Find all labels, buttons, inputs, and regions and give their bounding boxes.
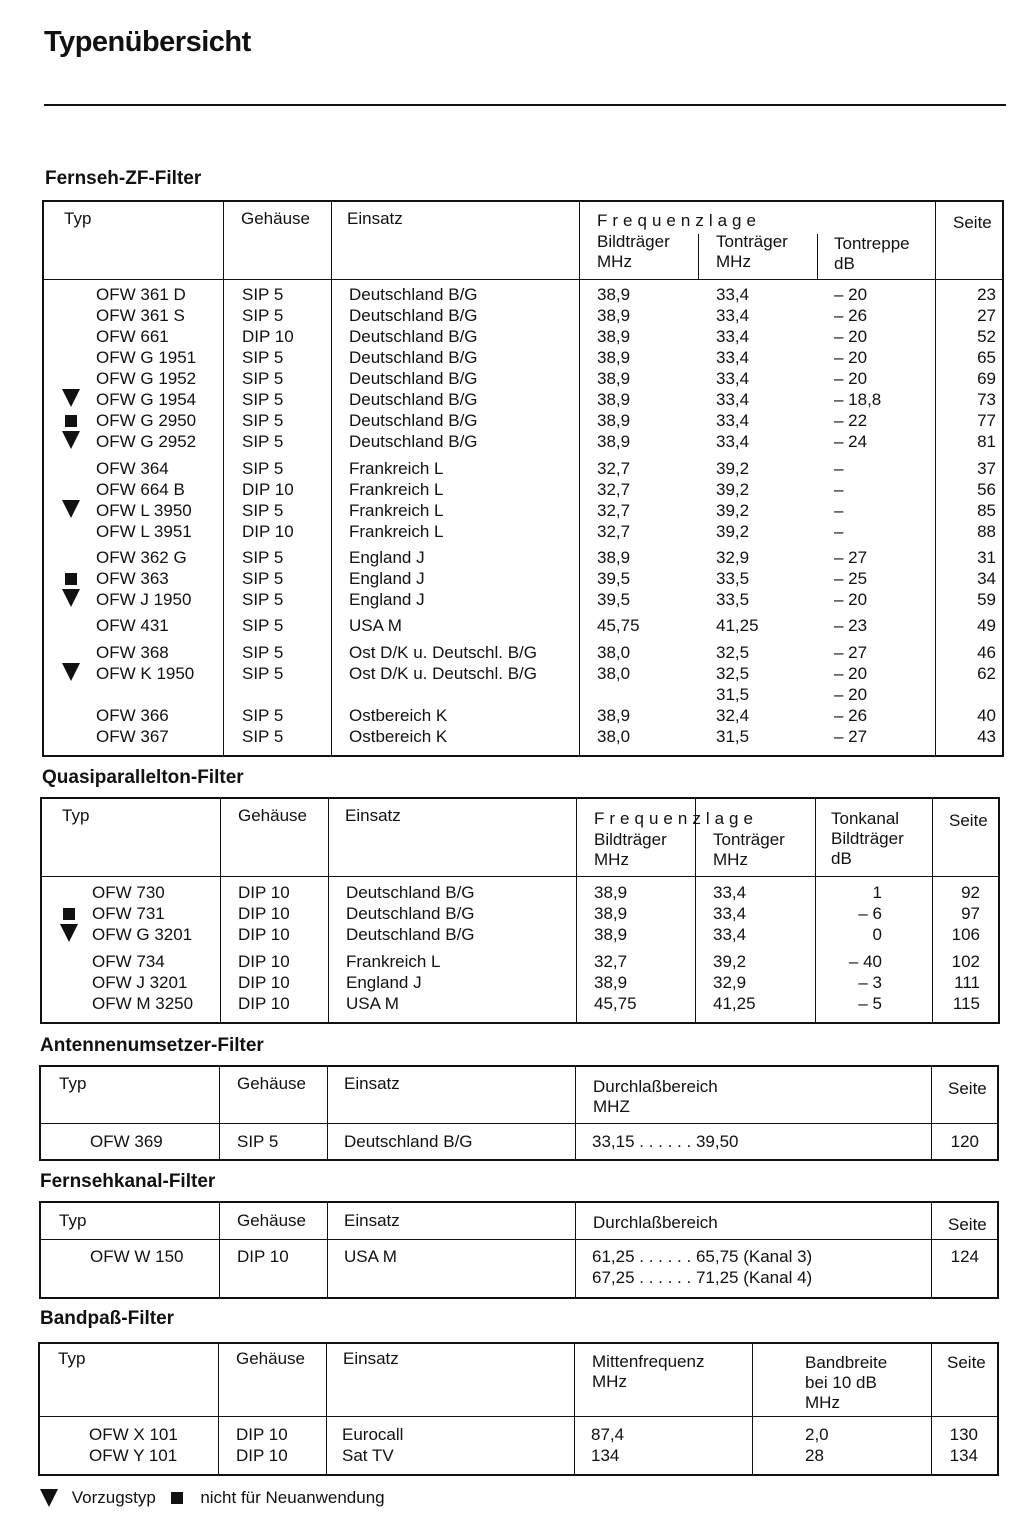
cell-seite: 27 xyxy=(977,306,996,325)
cell-typ: OFW 364 xyxy=(96,459,169,478)
cell-ein: Deutschland B/G xyxy=(349,285,478,304)
cell-c3: – xyxy=(834,459,844,478)
cell-geh: DIP 10 xyxy=(238,883,290,902)
header-gehaeuse: Gehäuse xyxy=(236,1349,305,1368)
cell-c1: 67,25 . . . . . . 71,25 (Kanal 4) xyxy=(592,1268,813,1287)
cell-ein: Deutschland B/G xyxy=(349,390,478,409)
table-row xyxy=(44,705,1002,726)
header-seite: Seite xyxy=(949,811,988,830)
cell-c3: – 40 xyxy=(848,952,882,971)
cell-typ: OFW G 1954 xyxy=(96,390,197,409)
table-row xyxy=(42,924,998,945)
table-row xyxy=(41,1131,997,1152)
cell-c3: – 6 xyxy=(858,904,882,923)
cell-c1: 38,9 xyxy=(597,706,631,725)
cell-c1: 39,5 xyxy=(597,590,631,609)
cell-seite: 77 xyxy=(977,411,996,430)
cell-seite: 120 xyxy=(950,1132,979,1151)
cell-ein: Deutschland B/G xyxy=(349,306,478,325)
table-row xyxy=(42,951,998,972)
table-row xyxy=(44,589,1002,610)
header-seite: Seite xyxy=(948,1215,987,1234)
cell-c1: 134 xyxy=(591,1446,620,1465)
cell-c2: 33,4 xyxy=(716,411,750,430)
cell-c2: 31,5 xyxy=(716,685,750,704)
table-row xyxy=(44,284,1002,305)
table-row xyxy=(40,1445,997,1466)
cell-ein: Eurocall xyxy=(342,1425,404,1444)
cell-c1: 38,9 xyxy=(597,369,631,388)
section-title-fernseh-zf: Fernseh-ZF-Filter xyxy=(45,168,202,189)
cell-ein: Deutschland B/G xyxy=(349,327,478,346)
cell-c1: 38,9 xyxy=(597,285,631,304)
cell-seite: 92 xyxy=(961,883,980,902)
table-quasiparallelton xyxy=(40,797,1000,1024)
cell-geh: DIP 10 xyxy=(236,1425,288,1444)
cell-c3: – 20 xyxy=(834,685,868,704)
cell-seite: 115 xyxy=(952,994,980,1013)
square-marker-icon xyxy=(65,573,77,585)
cell-c1: 32,7 xyxy=(597,480,631,499)
cell-c3: – 22 xyxy=(834,411,868,430)
header-einsatz: Einsatz xyxy=(343,1349,399,1368)
page-title: Typenübersicht xyxy=(44,26,251,58)
cell-geh: SIP 5 xyxy=(242,306,284,325)
cell-c1: 61,25 . . . . . . 65,75 (Kanal 3) xyxy=(592,1247,813,1266)
cell-typ: OFW 661 xyxy=(96,327,169,346)
table-row xyxy=(44,684,1002,705)
cell-c2: 32,5 xyxy=(716,664,750,683)
cell-seite: 56 xyxy=(977,480,996,499)
cell-typ: OFW 730 xyxy=(92,883,165,902)
section-title-quasiparallelton: Quasiparallelton-Filter xyxy=(42,767,244,788)
cell-seite: 49 xyxy=(977,616,996,635)
cell-seite: 97 xyxy=(961,904,980,923)
table-row xyxy=(40,1424,997,1445)
cell-c2: 33,4 xyxy=(716,327,750,346)
cell-typ: OFW G 2950 xyxy=(96,411,197,430)
square-marker-icon xyxy=(63,908,75,920)
table-row xyxy=(44,431,1002,452)
cell-ein: Ostbereich K xyxy=(349,706,448,725)
cell-c3: – xyxy=(834,522,844,541)
header-tontraeger: Tonträger MHz xyxy=(716,232,788,271)
cell-c3: – 26 xyxy=(834,706,868,725)
cell-seite: 111 xyxy=(954,973,980,992)
table-row xyxy=(44,568,1002,589)
cell-c3: – 27 xyxy=(834,643,868,662)
cell-c3: – 18,8 xyxy=(834,390,882,409)
cell-geh: DIP 10 xyxy=(242,480,294,499)
cell-seite: 62 xyxy=(977,664,996,683)
table-row xyxy=(42,993,998,1014)
cell-seite: 59 xyxy=(977,590,996,609)
cell-typ: OFW 369 xyxy=(90,1132,163,1151)
cell-c3: – 23 xyxy=(834,616,868,635)
cell-c2: 33,4 xyxy=(716,369,750,388)
header-typ: Typ xyxy=(62,806,90,825)
cell-seite: 134 xyxy=(949,1446,978,1465)
cell-seite: 31 xyxy=(977,548,996,567)
table-row xyxy=(44,547,1002,568)
cell-c3: – 3 xyxy=(858,973,882,992)
cell-c1: 38,9 xyxy=(594,973,628,992)
cell-c3: – 20 xyxy=(834,348,868,367)
table-row xyxy=(44,305,1002,326)
cell-c3: – 20 xyxy=(834,369,868,388)
cell-geh: SIP 5 xyxy=(242,501,284,520)
header-einsatz: Einsatz xyxy=(345,806,401,825)
cell-ein: Deutschland B/G xyxy=(346,925,475,944)
cell-typ: OFW W 150 xyxy=(90,1247,184,1266)
cell-geh: SIP 5 xyxy=(242,643,284,662)
legend xyxy=(40,1486,385,1509)
cell-c2: 39,2 xyxy=(716,459,750,478)
table-row xyxy=(44,521,1002,542)
cell-ein: Frankreich L xyxy=(349,522,444,541)
cell-c1: 33,15 . . . . . . 39,50 xyxy=(592,1132,739,1151)
cell-c2: 32,5 xyxy=(716,643,750,662)
square-marker-icon xyxy=(65,415,77,427)
cell-seite: 23 xyxy=(977,285,996,304)
cell-c2: 28 xyxy=(805,1446,824,1465)
cell-typ: OFW 734 xyxy=(92,952,165,971)
cell-c1: 38,0 xyxy=(597,664,631,683)
cell-c1: 32,7 xyxy=(594,952,628,971)
cell-ein: Frankreich L xyxy=(349,480,444,499)
cell-c2: 33,4 xyxy=(713,925,747,944)
table-row xyxy=(44,410,1002,431)
table-row xyxy=(44,615,1002,636)
cell-geh: DIP 10 xyxy=(238,952,290,971)
cell-c3: 1 xyxy=(872,883,882,902)
cell-typ: OFW L 3951 xyxy=(96,522,192,541)
cell-typ: OFW 361 D xyxy=(96,285,186,304)
cell-geh: SIP 5 xyxy=(242,616,284,635)
cell-geh: SIP 5 xyxy=(242,411,284,430)
cell-geh: DIP 10 xyxy=(238,973,290,992)
cell-typ: OFW 367 xyxy=(96,727,169,746)
table-row xyxy=(44,458,1002,479)
cell-typ: OFW 362 G xyxy=(96,548,187,567)
cell-ein: Frankreich L xyxy=(346,952,441,971)
cell-ein: USA M xyxy=(344,1247,397,1266)
cell-geh: SIP 5 xyxy=(242,348,284,367)
cell-typ: OFW 366 xyxy=(96,706,169,725)
cell-typ: OFW J 1950 xyxy=(96,590,192,609)
cell-typ: OFW 363 xyxy=(96,569,169,588)
cell-c1: 39,5 xyxy=(597,569,631,588)
header-typ: Typ xyxy=(59,1211,87,1230)
table-row xyxy=(41,1267,997,1288)
title-divider xyxy=(44,104,1006,106)
header-frequenzlage: Frequenzlage xyxy=(594,809,758,828)
square-marker-icon xyxy=(171,1492,183,1504)
cell-ein: England J xyxy=(346,973,422,992)
cell-seite: 85 xyxy=(977,501,996,520)
cell-ein: Deutschland B/G xyxy=(349,369,478,388)
cell-geh: SIP 5 xyxy=(242,664,284,683)
header-seite: Seite xyxy=(953,213,992,232)
cell-c1: 38,9 xyxy=(597,390,631,409)
cell-ein: Deutschland B/G xyxy=(346,904,475,923)
cell-ein: Deutschland B/G xyxy=(344,1132,473,1151)
cell-geh: DIP 10 xyxy=(242,327,294,346)
cell-geh: SIP 5 xyxy=(242,706,284,725)
cell-c2: 31,5 xyxy=(716,727,750,746)
cell-typ: OFW G 2952 xyxy=(96,432,197,451)
triangle-marker-icon xyxy=(40,1489,58,1507)
cell-c3: – 20 xyxy=(834,285,868,304)
cell-seite: 40 xyxy=(977,706,996,725)
header-tontraeger: Tonträger MHz xyxy=(713,830,785,869)
header-durchlassbereich: Durchlaßbereich xyxy=(593,1213,718,1232)
header-durchlassbereich: Durchlaßbereich MHZ xyxy=(593,1077,718,1116)
cell-geh: SIP 5 xyxy=(242,727,284,746)
cell-c2: 39,2 xyxy=(716,522,750,541)
cell-c2: 33,5 xyxy=(716,590,750,609)
triangle-marker-icon xyxy=(60,924,78,942)
cell-ein: England J xyxy=(349,569,425,588)
triangle-marker-icon xyxy=(62,389,80,407)
cell-seite: 102 xyxy=(951,952,980,971)
cell-c2: 33,4 xyxy=(716,390,750,409)
cell-typ: OFW K 1950 xyxy=(96,664,195,683)
table-row xyxy=(42,972,998,993)
cell-seite: 88 xyxy=(977,522,996,541)
cell-c3: – 24 xyxy=(834,432,868,451)
cell-c1: 32,7 xyxy=(597,501,631,520)
cell-typ: OFW 731 xyxy=(92,904,165,923)
triangle-marker-icon xyxy=(62,500,80,518)
header-tontreppe: Tontreppe dB xyxy=(834,234,910,273)
table-row xyxy=(42,903,998,924)
cell-geh: DIP 10 xyxy=(238,904,290,923)
cell-ein: Frankreich L xyxy=(349,501,444,520)
cell-c1: 38,9 xyxy=(597,306,631,325)
cell-geh: SIP 5 xyxy=(242,369,284,388)
header-typ: Typ xyxy=(64,209,92,228)
cell-c1: 38,9 xyxy=(594,883,628,902)
cell-seite: 34 xyxy=(977,569,996,588)
cell-geh: DIP 10 xyxy=(236,1446,288,1465)
header-einsatz: Einsatz xyxy=(347,209,403,228)
legend-nicht-neuanwendung: nicht für Neuanwendung xyxy=(200,1487,385,1507)
cell-seite: 52 xyxy=(977,327,996,346)
cell-c1: 45,75 xyxy=(594,994,637,1013)
cell-c2: 33,5 xyxy=(716,569,750,588)
cell-c1: 32,7 xyxy=(597,522,631,541)
cell-c2: 33,4 xyxy=(716,306,750,325)
cell-typ: OFW G 3201 xyxy=(92,925,193,944)
table-row xyxy=(44,663,1002,684)
cell-ein: Ostbereich K xyxy=(349,727,448,746)
cell-c3: – 5 xyxy=(858,994,882,1013)
section-title-fernsehkanal: Fernsehkanal-Filter xyxy=(40,1171,216,1192)
cell-ein: Deutschland B/G xyxy=(349,411,478,430)
table-row xyxy=(44,389,1002,410)
cell-ein: Sat TV xyxy=(342,1446,394,1465)
cell-typ: OFW G 1951 xyxy=(96,348,197,367)
cell-c1: 32,7 xyxy=(597,459,631,478)
cell-c2: 2,0 xyxy=(805,1425,829,1444)
header-frequenzlage: Frequenzlage xyxy=(597,211,761,230)
cell-typ: OFW Y 101 xyxy=(89,1446,178,1465)
cell-typ: OFW 431 xyxy=(96,616,169,635)
cell-ein: Frankreich L xyxy=(349,459,444,478)
cell-seite: 37 xyxy=(977,459,996,478)
cell-seite: 65 xyxy=(977,348,996,367)
cell-c1: 38,9 xyxy=(597,348,631,367)
table-row xyxy=(44,347,1002,368)
table-row xyxy=(44,500,1002,521)
cell-geh: SIP 5 xyxy=(237,1132,279,1151)
cell-ein: Deutschland B/G xyxy=(349,432,478,451)
cell-typ: OFW G 1952 xyxy=(96,369,197,388)
cell-c2: 33,4 xyxy=(713,904,747,923)
cell-seite: 130 xyxy=(949,1425,978,1444)
cell-ein: USA M xyxy=(346,994,399,1013)
cell-geh: SIP 5 xyxy=(242,569,284,588)
cell-ein: England J xyxy=(349,590,425,609)
table-row xyxy=(44,479,1002,500)
cell-geh: SIP 5 xyxy=(242,459,284,478)
cell-geh: DIP 10 xyxy=(237,1247,289,1266)
header-bandbreite: Bandbreite bei 10 dB MHz xyxy=(805,1353,888,1412)
cell-c1: 38,0 xyxy=(597,727,631,746)
header-einsatz: Einsatz xyxy=(344,1211,400,1230)
cell-ein: Ost D/K u. Deutschl. B/G xyxy=(349,643,538,662)
header-typ: Typ xyxy=(58,1349,86,1368)
cell-c3: – 25 xyxy=(834,569,868,588)
header-bildtraeger: Bildträger MHz xyxy=(594,830,667,869)
cell-c1: 38,0 xyxy=(597,643,631,662)
cell-c3: – 27 xyxy=(834,727,868,746)
triangle-marker-icon xyxy=(62,589,80,607)
cell-seite: 43 xyxy=(977,727,996,746)
cell-c1: 38,9 xyxy=(597,432,631,451)
cell-geh: SIP 5 xyxy=(242,432,284,451)
cell-typ: OFW L 3950 xyxy=(96,501,192,520)
cell-c1: 45,75 xyxy=(597,616,640,635)
cell-geh: DIP 10 xyxy=(242,522,294,541)
cell-geh: SIP 5 xyxy=(242,285,284,304)
cell-seite: 69 xyxy=(977,369,996,388)
cell-c2: 33,4 xyxy=(716,348,750,367)
cell-ein: England J xyxy=(349,548,425,567)
cell-typ: OFW M 3250 xyxy=(92,994,194,1013)
table-row xyxy=(42,882,998,903)
header-bildtraeger: Bildträger MHz xyxy=(597,232,670,271)
header-gehaeuse: Gehäuse xyxy=(237,1074,306,1093)
header-typ: Typ xyxy=(59,1074,87,1093)
cell-c1: 38,9 xyxy=(597,411,631,430)
cell-c3: – xyxy=(834,501,844,520)
table-fernseh-zf xyxy=(42,200,1004,757)
cell-typ: OFW 368 xyxy=(96,643,169,662)
cell-c1: 38,9 xyxy=(594,925,628,944)
cell-seite: 73 xyxy=(977,390,996,409)
cell-c2: 41,25 xyxy=(716,616,759,635)
cell-typ: OFW 361 S xyxy=(96,306,185,325)
cell-seite: 124 xyxy=(950,1247,979,1266)
cell-geh: SIP 5 xyxy=(242,590,284,609)
table-row xyxy=(41,1246,997,1267)
cell-c1: 38,9 xyxy=(597,327,631,346)
cell-c3: – 26 xyxy=(834,306,868,325)
section-title-bandpass: Bandpaß-Filter xyxy=(40,1308,175,1329)
cell-c3: – xyxy=(834,480,844,499)
cell-ein: USA M xyxy=(349,616,402,635)
cell-c2: 33,4 xyxy=(716,432,750,451)
cell-typ: OFW J 3201 xyxy=(92,973,188,992)
header-seite: Seite xyxy=(948,1079,987,1098)
cell-typ: OFW X 101 xyxy=(89,1425,178,1444)
cell-c2: 33,4 xyxy=(716,285,750,304)
cell-c1: 87,4 xyxy=(591,1425,625,1444)
triangle-marker-icon xyxy=(62,663,80,681)
cell-c3: – 27 xyxy=(834,548,868,567)
cell-c3: – 20 xyxy=(834,590,868,609)
cell-c1: 38,9 xyxy=(594,904,628,923)
cell-seite: 81 xyxy=(977,432,996,451)
cell-typ: OFW 664 B xyxy=(96,480,185,499)
header-seite: Seite xyxy=(947,1353,986,1372)
cell-c2: 32,9 xyxy=(713,973,747,992)
cell-c3: – 20 xyxy=(834,327,868,346)
cell-c2: 32,4 xyxy=(716,706,750,725)
cell-ein: Ost D/K u. Deutschl. B/G xyxy=(349,664,538,683)
cell-c2: 39,2 xyxy=(713,952,747,971)
cell-seite: 106 xyxy=(951,925,980,944)
header-gehaeuse: Gehäuse xyxy=(241,209,310,228)
header-einsatz: Einsatz xyxy=(344,1074,400,1093)
table-bandpass xyxy=(38,1342,999,1476)
cell-seite: 46 xyxy=(977,643,996,662)
cell-geh: DIP 10 xyxy=(238,925,290,944)
header-mittenfrequenz: Mittenfrequenz MHz xyxy=(592,1352,705,1391)
cell-c2: 39,2 xyxy=(716,480,750,499)
header-gehaeuse: Gehäuse xyxy=(237,1211,306,1230)
cell-c2: 41,25 xyxy=(713,994,756,1013)
table-row xyxy=(44,368,1002,389)
triangle-marker-icon xyxy=(62,431,80,449)
header-tonkanal: Tonkanal Bildträger dB xyxy=(831,809,904,868)
cell-c3: – 20 xyxy=(834,664,868,683)
legend-vorzugstyp: Vorzugstyp xyxy=(71,1487,156,1507)
cell-ein: Deutschland B/G xyxy=(349,348,478,367)
table-row xyxy=(44,726,1002,747)
header-gehaeuse: Gehäuse xyxy=(238,806,307,825)
cell-c1: 38,9 xyxy=(597,548,631,567)
cell-ein: Deutschland B/G xyxy=(346,883,475,902)
cell-c2: 32,9 xyxy=(716,548,750,567)
table-row xyxy=(44,642,1002,663)
table-fernsehkanal xyxy=(39,1201,999,1299)
table-antennenumsetzer xyxy=(39,1065,999,1161)
table-row xyxy=(44,326,1002,347)
cell-c2: 33,4 xyxy=(713,883,747,902)
section-title-antennenumsetzer: Antennenumsetzer-Filter xyxy=(40,1035,264,1056)
cell-c3: 0 xyxy=(872,925,882,944)
cell-geh: SIP 5 xyxy=(242,548,284,567)
cell-c2: 39,2 xyxy=(716,501,750,520)
cell-geh: DIP 10 xyxy=(238,994,290,1013)
cell-geh: SIP 5 xyxy=(242,390,284,409)
